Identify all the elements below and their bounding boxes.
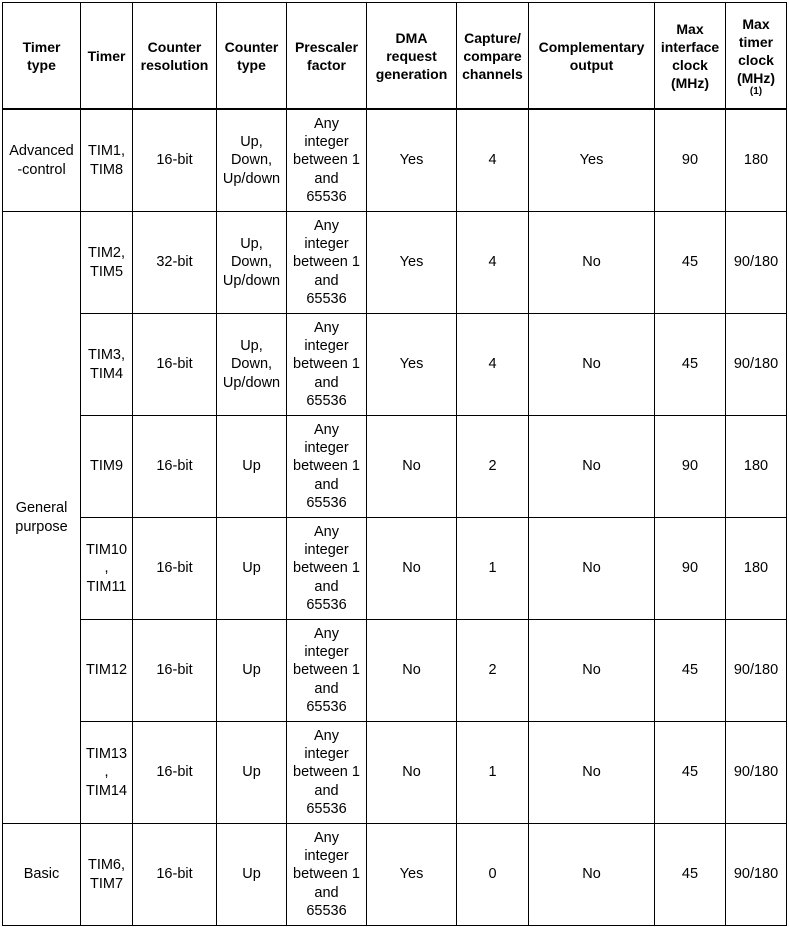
cell-dma-request: Yes — [367, 824, 457, 926]
cell-max-timer-clock: 90/180 — [726, 314, 787, 416]
cell-max-interface-clock: 45 — [655, 212, 726, 314]
cell-timer-type: Advanced -control — [3, 109, 81, 212]
cell-max-interface-clock: 90 — [655, 109, 726, 212]
header-complementary-output: Complementary output — [529, 3, 655, 110]
cell-prescaler-factor: Any integer between 1 and 65536 — [287, 314, 367, 416]
cell-complementary-output: Yes — [529, 109, 655, 212]
table-row — [3, 620, 787, 722]
cell-counter-type: Up, Down, Up/down — [217, 212, 287, 314]
table-row — [3, 314, 787, 416]
header-prescaler-factor: Prescaler factor — [287, 3, 367, 110]
table-row — [3, 824, 787, 926]
cell-dma-request: No — [367, 416, 457, 518]
cell-prescaler-factor: Any integer between 1 and 65536 — [287, 212, 367, 314]
cell-counter-type: Up — [217, 722, 287, 824]
cell-max-timer-clock: 180 — [726, 416, 787, 518]
cell-counter-type: Up — [217, 416, 287, 518]
cell-max-interface-clock: 90 — [655, 416, 726, 518]
cell-timer-type: Basic — [3, 824, 81, 926]
table-row — [3, 722, 787, 824]
cell-prescaler-factor: Any integer between 1 and 65536 — [287, 518, 367, 620]
cell-max-interface-clock: 45 — [655, 620, 726, 722]
cell-counter-type: Up — [217, 824, 287, 926]
header-timer-type: Timer type — [3, 3, 81, 110]
cell-capture-compare: 0 — [457, 824, 529, 926]
cell-capture-compare: 4 — [457, 109, 529, 212]
cell-counter-type: Up, Down, Up/down — [217, 314, 287, 416]
cell-counter-resolution: 16-bit — [133, 620, 217, 722]
cell-counter-resolution: 16-bit — [133, 314, 217, 416]
cell-max-timer-clock: 180 — [726, 518, 787, 620]
cell-prescaler-factor: Any integer between 1 and 65536 — [287, 620, 367, 722]
cell-complementary-output: No — [529, 722, 655, 824]
cell-max-timer-clock: 90/180 — [726, 722, 787, 824]
header-dma-request: DMA request generation — [367, 3, 457, 110]
cell-max-timer-clock: 180 — [726, 109, 787, 212]
cell-prescaler-factor: Any integer between 1 and 65536 — [287, 416, 367, 518]
cell-counter-type: Up, Down, Up/down — [217, 109, 287, 212]
header-max-timer-clock — [726, 3, 787, 110]
cell-complementary-output: No — [529, 416, 655, 518]
cell-counter-type: Up — [217, 518, 287, 620]
table-row — [3, 212, 787, 314]
cell-timer: TIM3, TIM4 — [81, 314, 133, 416]
cell-timer: TIM2, TIM5 — [81, 212, 133, 314]
header-counter-resolution: Counter resolution — [133, 3, 217, 110]
cell-complementary-output: No — [529, 824, 655, 926]
cell-complementary-output: No — [529, 314, 655, 416]
cell-timer-type: General purpose — [3, 212, 81, 824]
cell-dma-request: Yes — [367, 109, 457, 212]
cell-complementary-output: No — [529, 620, 655, 722]
cell-capture-compare: 2 — [457, 620, 529, 722]
cell-max-interface-clock: 90 — [655, 518, 726, 620]
table-row — [3, 416, 787, 518]
cell-timer: TIM12 — [81, 620, 133, 722]
header-max-timer-clock-label: Max timer clock (MHz) — [736, 15, 776, 86]
cell-max-interface-clock: 45 — [655, 824, 726, 926]
cell-capture-compare: 1 — [457, 722, 529, 824]
cell-prescaler-factor: Any integer between 1 and 65536 — [287, 824, 367, 926]
cell-dma-request: No — [367, 620, 457, 722]
timer-features-table — [2, 2, 787, 926]
cell-max-interface-clock: 45 — [655, 314, 726, 416]
cell-dma-request: Yes — [367, 314, 457, 416]
cell-capture-compare: 4 — [457, 314, 529, 416]
cell-timer: TIM6, TIM7 — [81, 824, 133, 926]
header-timer: Timer — [81, 3, 133, 110]
cell-max-interface-clock: 45 — [655, 722, 726, 824]
table-row — [3, 518, 787, 620]
cell-timer: TIM13 , TIM14 — [81, 722, 133, 824]
cell-timer: TIM9 — [81, 416, 133, 518]
cell-timer: TIM10 , TIM11 — [81, 518, 133, 620]
cell-max-timer-clock: 90/180 — [726, 212, 787, 314]
footnote-marker: (1) — [749, 85, 763, 97]
cell-prescaler-factor: Any integer between 1 and 65536 — [287, 109, 367, 212]
cell-complementary-output: No — [529, 518, 655, 620]
cell-timer: TIM1, TIM8 — [81, 109, 133, 212]
table-body — [3, 109, 787, 926]
cell-counter-resolution: 16-bit — [133, 518, 217, 620]
cell-dma-request: No — [367, 518, 457, 620]
cell-counter-resolution: 16-bit — [133, 109, 217, 212]
cell-counter-type: Up — [217, 620, 287, 722]
cell-dma-request: Yes — [367, 212, 457, 314]
cell-counter-resolution: 32-bit — [133, 212, 217, 314]
cell-counter-resolution: 16-bit — [133, 824, 217, 926]
cell-max-timer-clock: 90/180 — [726, 620, 787, 722]
header-max-interface-clock: Max interface clock (MHz) — [655, 3, 726, 110]
cell-capture-compare: 1 — [457, 518, 529, 620]
cell-capture-compare: 2 — [457, 416, 529, 518]
header-counter-type: Counter type — [217, 3, 287, 110]
cell-complementary-output: No — [529, 212, 655, 314]
cell-capture-compare: 4 — [457, 212, 529, 314]
cell-prescaler-factor: Any integer between 1 and 65536 — [287, 722, 367, 824]
cell-dma-request: No — [367, 722, 457, 824]
header-row — [3, 3, 787, 110]
header-capture-compare: Capture/ compare channels — [457, 3, 529, 110]
table-row — [3, 109, 787, 212]
table-header — [3, 3, 787, 110]
cell-counter-resolution: 16-bit — [133, 722, 217, 824]
cell-max-timer-clock: 90/180 — [726, 824, 787, 926]
cell-counter-resolution: 16-bit — [133, 416, 217, 518]
